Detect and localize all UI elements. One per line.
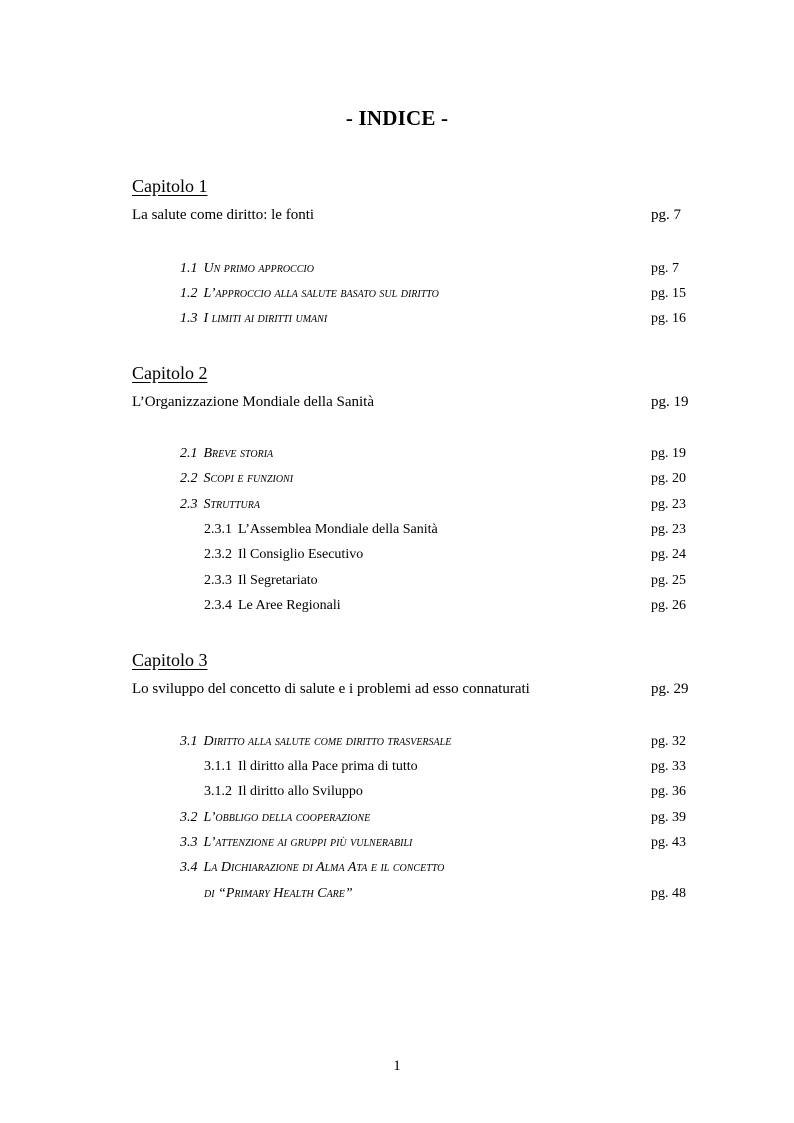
page-ref: pg. 20	[651, 471, 686, 486]
page-ref: pg. 36	[651, 784, 686, 799]
page-ref: pg. 33	[651, 759, 686, 774]
page-ref: pg. 48	[651, 886, 686, 901]
page-ref: pg. 43	[651, 835, 686, 850]
toc-entry-2-3-4	[0, 598, 794, 618]
toc-entry-2-3-3	[0, 573, 794, 593]
section-title: L’obbligo della cooperazione	[203, 810, 371, 825]
section-number: 3.4	[180, 860, 198, 875]
page-ref: pg. 23	[651, 497, 686, 512]
section-number: 1.3	[180, 311, 198, 326]
subsection-title: Il Consiglio Esecutivo	[238, 547, 364, 562]
toc-entry-1-2	[0, 286, 794, 306]
page-ref: pg. 24	[651, 547, 686, 562]
toc-entry-3-4	[0, 860, 794, 880]
section-number: 3.3	[180, 835, 198, 850]
chapter-3-heading-row	[0, 681, 794, 701]
subsection-title: L’Assemblea Mondiale della Sanità	[238, 522, 438, 537]
section-title: Diritto alla salute come diritto trasversale	[203, 734, 452, 749]
toc-entry-2-3	[0, 497, 794, 517]
toc-entry-3-1-1	[0, 759, 794, 779]
toc-entry-1-1	[0, 261, 794, 281]
toc-entry-3-1-2	[0, 784, 794, 804]
toc-entry-3-3	[0, 835, 794, 855]
section-number: 1.1	[180, 261, 198, 276]
toc-entry-3-2	[0, 810, 794, 830]
page-ref: pg. 15	[651, 286, 686, 301]
chapter-1-label: Capitolo 1	[132, 176, 208, 196]
subsection-number: 2.3.1	[204, 522, 232, 537]
chapter-2-heading-row	[0, 394, 794, 414]
toc-entry-3-4-continuation	[0, 886, 794, 906]
subsection-number: 3.1.1	[204, 759, 232, 774]
toc-entry-2-2	[0, 471, 794, 491]
section-title: Scopi e funzioni	[203, 471, 294, 486]
subsection-number: 2.3.2	[204, 547, 232, 562]
toc-entry-3-1	[0, 734, 794, 754]
subsection-title: Il diritto alla Pace prima di tutto	[238, 759, 418, 774]
section-title: I limiti ai diritti umani	[203, 311, 328, 326]
page-ref: pg. 16	[651, 311, 686, 326]
subsection-number: 2.3.3	[204, 573, 232, 588]
section-number: 1.2	[180, 286, 198, 301]
chapter-heading: La salute come diritto: le fonti	[132, 207, 315, 223]
toc-entry-1-3	[0, 311, 794, 331]
subsection-number: 2.3.4	[204, 598, 232, 613]
chapter-2-label: Capitolo 2	[132, 363, 208, 383]
page-ref: pg. 39	[651, 810, 686, 825]
section-number: 2.1	[180, 446, 198, 461]
page-ref: pg. 19	[651, 446, 686, 461]
subsection-title: Il diritto allo Sviluppo	[238, 784, 363, 799]
section-title: L’attenzione ai gruppi più vulnerabili	[203, 835, 413, 850]
page-ref: pg. 7	[651, 261, 679, 276]
page-ref: pg. 25	[651, 573, 686, 588]
page-ref: pg. 26	[651, 598, 686, 613]
section-number: 2.2	[180, 471, 198, 486]
subsection-title: Le Aree Regionali	[238, 598, 341, 613]
page-title: - INDICE -	[345, 106, 449, 130]
toc-entry-2-1	[0, 446, 794, 466]
subsection-title: Il Segretariato	[238, 573, 318, 588]
section-title: Un primo approccio	[203, 261, 314, 276]
section-number: 3.2	[180, 810, 198, 825]
chapter-heading: L’Organizzazione Mondiale della Sanità	[132, 394, 374, 410]
chapter-heading: Lo sviluppo del concetto di salute e i problemi ad esso connaturati	[132, 681, 530, 697]
section-title: Breve storia	[203, 446, 274, 461]
subsection-number: 3.1.2	[204, 784, 232, 799]
toc-entry-2-3-1	[0, 522, 794, 542]
section-title: La Dichiarazione di Alma Ata e il concetto	[203, 860, 445, 875]
section-number: 3.1	[180, 734, 198, 749]
page-ref: pg. 23	[651, 522, 686, 537]
section-number: 2.3	[180, 497, 198, 512]
page-ref: pg. 32	[651, 734, 686, 749]
section-title: L’approccio alla salute basato sul diritto	[203, 286, 439, 301]
page-ref: pg. 19	[651, 394, 689, 410]
page-ref: pg. 29	[651, 681, 689, 697]
chapter-3-label: Capitolo 3	[132, 650, 208, 670]
section-title: Struttura	[203, 497, 260, 512]
section-title-continuation: di “Primary Health Care”	[204, 886, 353, 901]
page-number: 1	[393, 1058, 401, 1074]
toc-entry-2-3-2	[0, 547, 794, 567]
page-ref: pg. 7	[651, 207, 681, 223]
chapter-1-heading-row	[0, 207, 794, 227]
